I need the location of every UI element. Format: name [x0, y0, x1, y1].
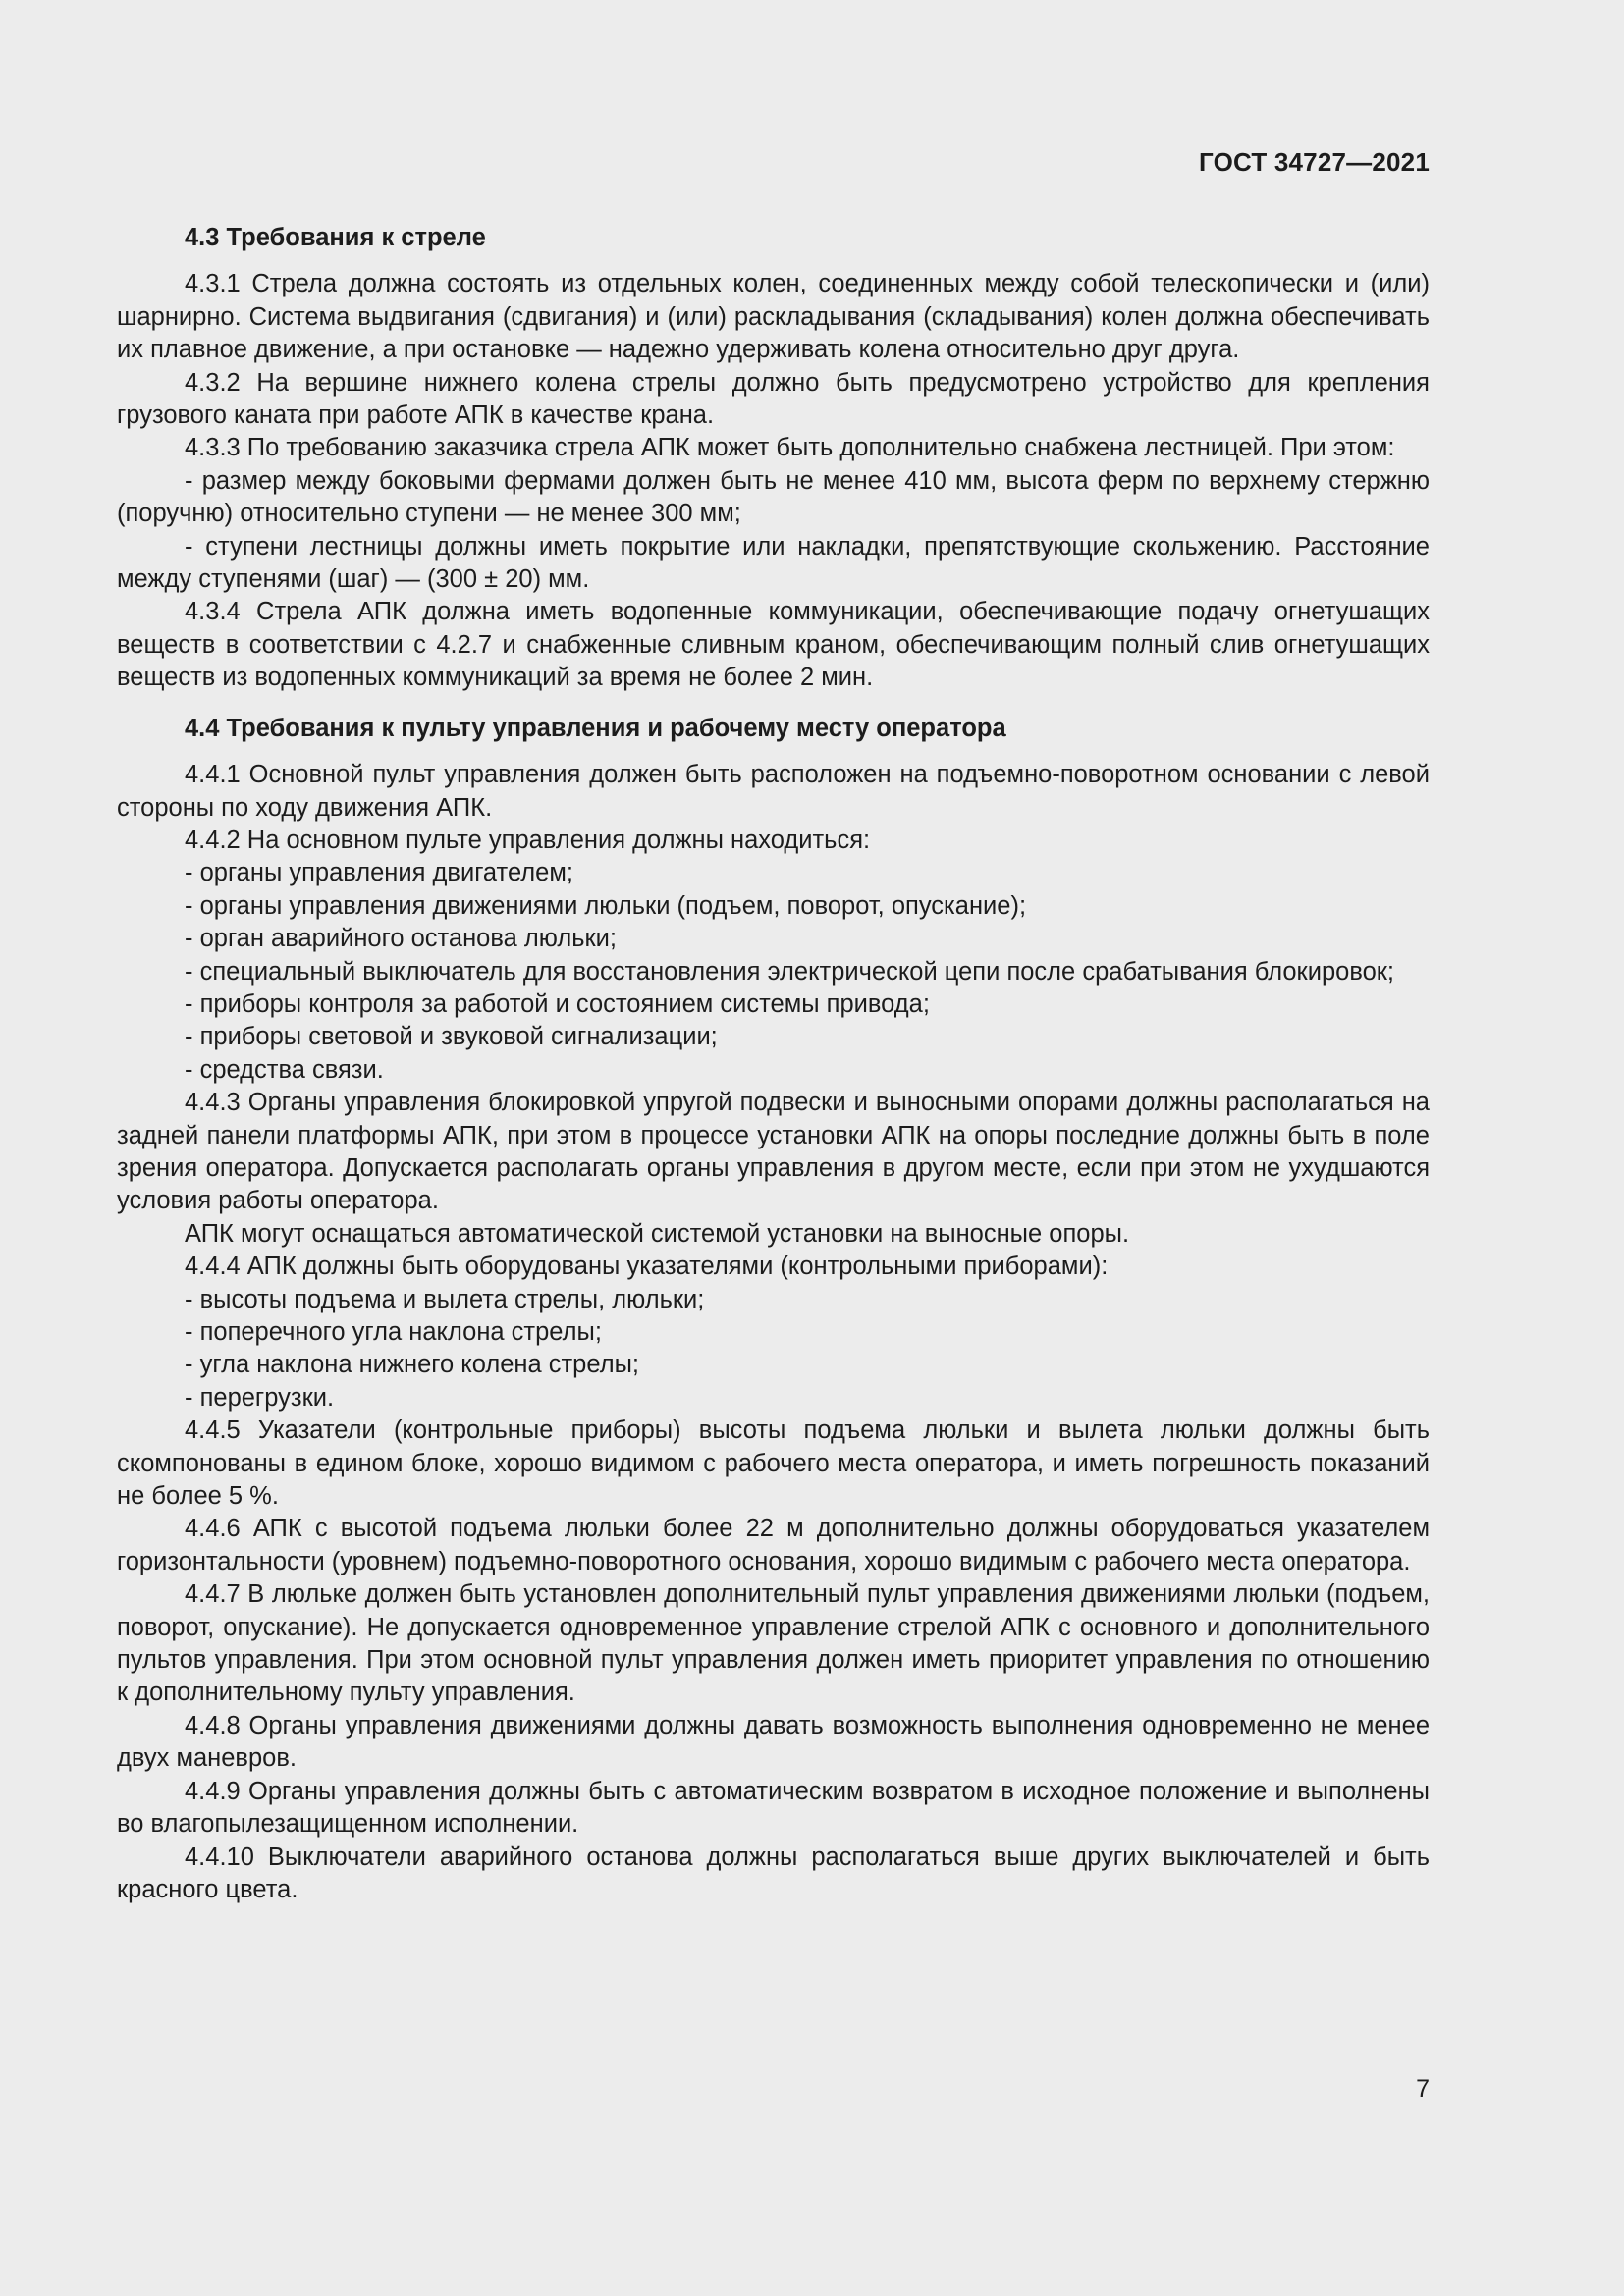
list-item: - ступени лестницы должны иметь покрытие или накладки, препятствующие скольжению. Расстояние между ступенями (шаг) — (300 ± 20) мм.	[117, 532, 1430, 594]
paragraph: 4.3.3 По требованию заказчика стрела АПК может быть дополнительно снабжена лестницей. При этом:	[185, 434, 1395, 462]
paragraph: АПК могут оснащаться автоматической системой установки на выносные опоры.	[185, 1219, 1130, 1248]
paragraph: 4.4.4 АПК должны быть оборудованы указателями (контрольными приборами):	[185, 1253, 1109, 1281]
list-item: - размер между боковыми фермами должен быть не менее 410 мм, высота ферм по верхнему стержню (поручню) относительно ступени — не менее 300 мм;	[117, 466, 1430, 528]
paragraph: 4.4.6 АПК с высотой подъема люльки более 22 м дополнительно должны оборудоваться указателем горизонтальности (уровнем) подъемно-поворотного основания, хорошо видимым с рабочего места оператора.	[117, 1515, 1430, 1575]
list-item: - поперечного угла наклона стрелы;	[185, 1318, 602, 1346]
section-title-4-4: 4.4 Требования к пульту управления и рабочему месту оператора	[185, 714, 1006, 742]
document-code-header: ГОСТ 34727—2021	[1199, 147, 1430, 177]
paragraph: 4.3.1 Стрела должна состоять из отдельных колен, соединенных между собой телескопически и (или) шарнирно. Система выдвигания (сдвигания) и (или) раскладывания (складывания) колен должна обеспечивать их плавное движение, а при остановке — надежно удерживать колена относительно друг друга.	[117, 270, 1430, 364]
list-item: - орган аварийного останова люльки;	[185, 925, 617, 953]
list-item: - специальный выключатель для восстановления электрической цепи после срабатывания блокировок;	[185, 957, 1395, 986]
list-item: - приборы световой и звуковой сигнализации;	[185, 1023, 718, 1051]
list-item: - органы управления движениями люльки (подъем, поворот, опускание);	[185, 891, 1027, 920]
paragraph: 4.3.2 На вершине нижнего колена стрелы должно быть предусмотрено устройство для крепления грузового каната при работе АПК в качестве крана.	[117, 368, 1430, 430]
paragraph: 4.4.7 В люльке должен быть установлен дополнительный пульт управления движениями люльки (подъем, поворот, опускание). Не допускается одновременное управление стрелой АПК с основного и дополнительного пультов управления. При этом основной пульт управления должен иметь приоритет управления по отношению к дополнительному пульту управления.	[117, 1580, 1430, 1707]
paragraph: 4.4.1 Основной пульт управления должен быть расположен на подъемно-поворотном основании с левой стороны по ходу движения АПК.	[117, 761, 1430, 822]
paragraph: 4.4.9 Органы управления должны быть с автоматическим возвратом в исходное положение и выполнены во влагопылезащищенном исполнении.	[117, 1777, 1430, 1839]
list-item: - приборы контроля за работой и состоянием системы привода;	[185, 989, 930, 1018]
list-item: - средства связи.	[185, 1055, 384, 1084]
document-body	[117, 222, 1430, 1906]
paragraph: 4.3.4 Стрела АПК должна иметь водопенные коммуникации, обеспечивающие подачу огнетушащих веществ в соответствии с 4.2.7 и снабженные сливным краном, обеспечивающим полный слив огнетушащих веществ из водопенных коммуникаций за время не более 2 мин.	[117, 598, 1430, 692]
paragraph: 4.4.8 Органы управления движениями должны давать возможность выполнения одновременно не менее двух маневров.	[117, 1711, 1430, 1773]
list-item: - органы управления двигателем;	[185, 859, 573, 887]
page-number: 7	[1416, 2075, 1430, 2103]
paragraph: 4.4.10 Выключатели аварийного останова должны располагаться выше других выключателей и быть красного цвета.	[117, 1842, 1430, 1903]
paragraph: 4.4.5 Указатели (контрольные приборы) высоты подъема люльки и вылета люльки должны быть скомпонованы в едином блоке, хорошо видимом с рабочего места оператора, и иметь погрешность показаний не более 5 %.	[117, 1416, 1430, 1511]
paragraph: 4.4.2 На основном пульте управления должны находиться:	[185, 826, 871, 854]
section-title-4-3: 4.3 Требования к стреле	[185, 224, 486, 251]
list-item: - угла наклона нижнего колена стрелы;	[185, 1351, 639, 1379]
list-item: - высоты подъема и вылета стрелы, люльки;	[185, 1285, 705, 1313]
list-item: - перегрузки.	[185, 1383, 335, 1412]
paragraph: 4.4.3 Органы управления блокировкой упругой подвески и выносными опорами должны располагаться на задней панели платформы АПК, при этом в процессе установки АПК на опоры последние должны быть в поле зрения оператора. Допускается располагать органы управления в другом месте, если при этом не ухудшаются условия работы оператора.	[117, 1089, 1430, 1215]
